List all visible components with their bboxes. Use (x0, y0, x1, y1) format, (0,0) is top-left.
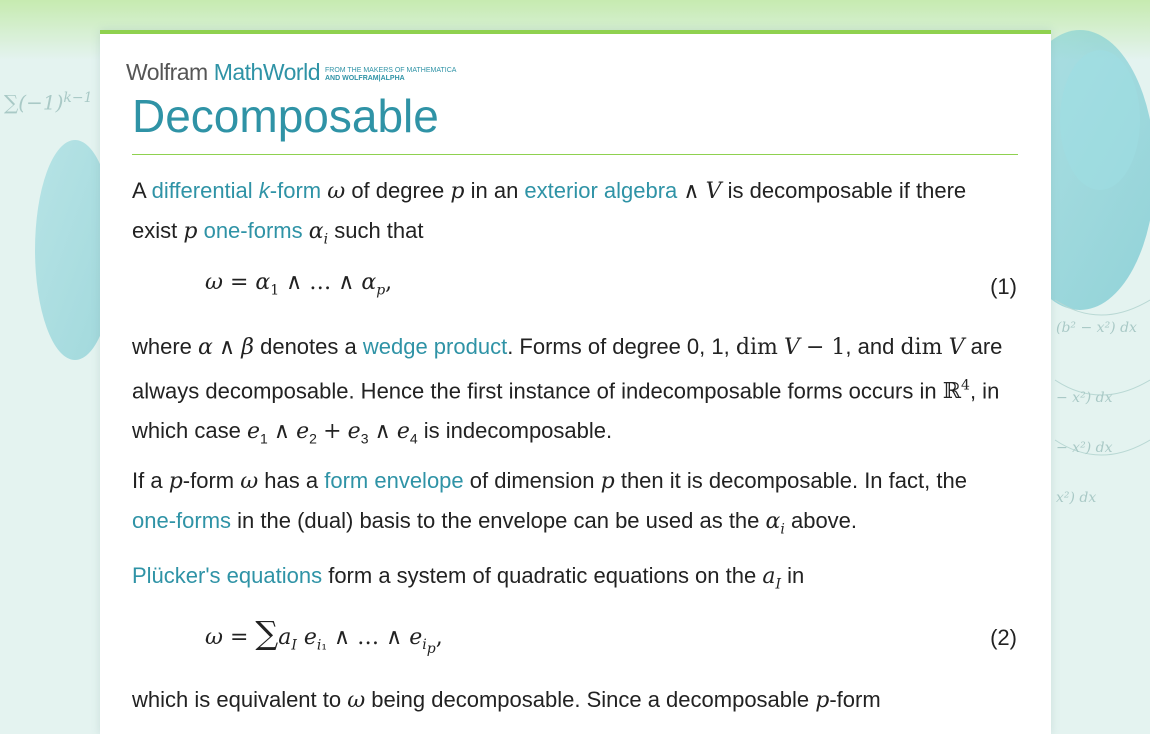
title-divider (132, 154, 1018, 155)
paragraph-envelope: If a p-form ω has a form envelope of dimension p then it is decomposable. In fact, the one-forms in the (dual) basis to the envelope can be used as the $\alpha_i$ above. (132, 468, 967, 538)
link-exterior-algebra[interactable]: exterior algebra (524, 178, 678, 203)
link-pluckers-equations[interactable]: Plücker's equations (132, 563, 323, 588)
paragraph-plucker: Plücker's equations form a system of quadratic equations on the $a_I$ in (132, 563, 805, 593)
background-formula: $\sum(-1)^{k-1}$ (4, 90, 93, 115)
background-formula: − x²) dx (1056, 440, 1113, 456)
logo-tagline (325, 67, 456, 83)
background-formula: − x²) dx (1056, 390, 1113, 406)
paragraph-definition: A differential k-form ω of degree p in an exterior algebra ∧ V is decomposable if there exist p one-forms $\alpha_i$ such that (132, 178, 967, 248)
logo-tagline-line1: FROM THE MAKERS OF MATHEMATICA (324, 67, 457, 74)
link-differential-k-form[interactable]: differential k-form (151, 178, 322, 203)
content-card (100, 30, 1051, 734)
page-title: Decomposable (132, 90, 439, 142)
paragraph-wedge: where α ∧ β denotes a wedge product. Forms of degree 0, 1, dim V − 1, and dim V are always decomposable. Hence the first instance of indecomposable forms occurs in ℝ$^4$, in which case $e_1$ ∧ $e_2 + e_3$ ∧ $e_4$ is indecomposable. (132, 334, 1003, 447)
logo-wolfram-text: Wolfram (126, 59, 208, 85)
background-formula: (b² − x²) dx (1056, 320, 1137, 336)
logo-mathworld-text: MathWorld (213, 59, 320, 85)
link-one-forms[interactable]: one-forms (203, 218, 303, 243)
logo-tagline-line2: AND WOLFRAM|ALPHA (324, 75, 405, 82)
equation-2: $\omega = \sum a_I$ $e_{i_1}$ ∧ … ∧ $e_{i_p}$, (205, 614, 443, 658)
link-one-forms-2[interactable]: one-forms (132, 508, 232, 533)
equation-1-number: (1) (990, 274, 1017, 299)
mathworld-logo[interactable] (126, 60, 456, 86)
equation-2-number: (2) (990, 625, 1017, 650)
link-wedge-product[interactable]: wedge product (362, 334, 508, 359)
equation-1: $\omega = \alpha_1$ ∧ … ∧ $\alpha_p$, (205, 270, 393, 299)
link-form-envelope[interactable]: form envelope (324, 468, 464, 493)
background-formula: x²) dx (1056, 490, 1097, 506)
paragraph-equivalent: which is equivalent to ω being decomposable. Since a decomposable p-form (132, 687, 881, 713)
